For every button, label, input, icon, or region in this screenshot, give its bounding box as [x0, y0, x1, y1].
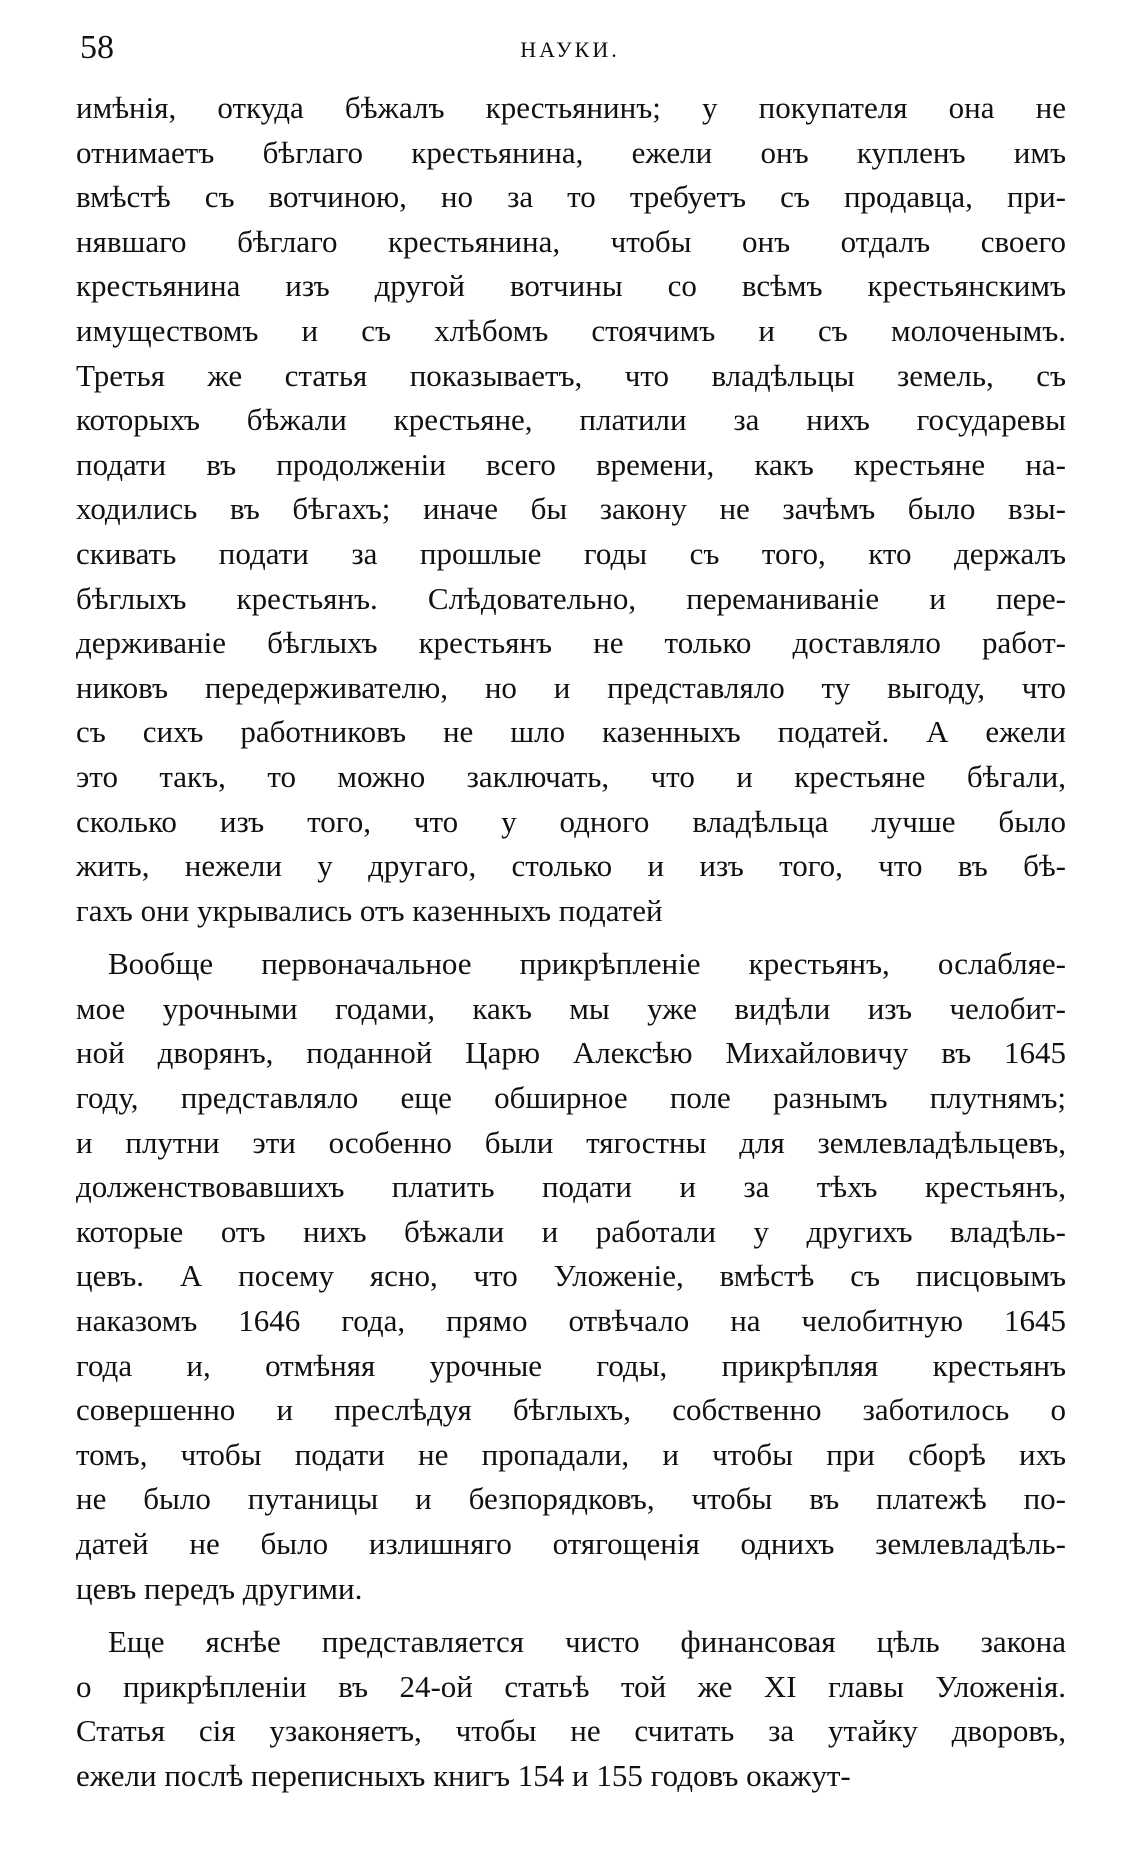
text-line: скивать подати за прошлые годы съ того, кто держалъ	[76, 535, 1066, 571]
text-line: никовъ передерживателю, но и представляло ту выгоду, что	[76, 669, 1066, 705]
paragraph-gap	[76, 933, 1066, 942]
text-line: цевъ передъ другими.	[76, 1570, 363, 1606]
text-line: ходились въ бѣгахъ; иначе бы закону не зачѣмъ было взы-	[76, 491, 1066, 527]
text-line: и плутни эти особенно были тягостны для землевладѣльцевъ,	[76, 1124, 1066, 1160]
text-line: сколько изъ того, что у одного владѣльца лучше было	[76, 803, 1066, 839]
text-line: нявшаго бѣглаго крестьянина, чтобы онъ отдалъ своего	[76, 223, 1066, 259]
text-line: съ сихъ работниковъ не шло казенныхъ податей. А ежели	[76, 714, 1066, 750]
text-line: вмѣстѣ съ вотчиною, но за то требуетъ съ продавца, при-	[76, 179, 1066, 215]
body-text	[76, 86, 1066, 1799]
paragraph-gap	[76, 1611, 1066, 1620]
text-line: подати въ продолженіи всего времени, какъ крестьяне на-	[76, 446, 1066, 482]
text-line: наказомъ 1646 года, прямо отвѣчало на челобитную 1645	[76, 1303, 1066, 1339]
text-line: томъ, чтобы подати не пропадали, и чтобы при сборѣ ихъ	[76, 1436, 1066, 1472]
text-line: имѣнія, откуда бѣжалъ крестьянинъ; у покупателя она не	[76, 90, 1066, 125]
text-line: гахъ они укрывались отъ казенныхъ податей	[76, 892, 663, 928]
text-line: мое урочными годами, какъ мы уже видѣли изъ челобит-	[76, 990, 1066, 1026]
text-line: долженствовавшихъ платить подати и за тѣхъ крестьянъ,	[76, 1169, 1066, 1205]
text-line: Вообще первоначальное прикрѣпленіе крестьянъ, ослабляе-	[108, 946, 1066, 982]
paragraph	[76, 86, 1066, 933]
text-line: года и, отмѣняя урочные годы, прикрѣпляя крестьянъ	[76, 1347, 1066, 1383]
text-line: году, представляло еще обширное поле разнымъ плутнямъ;	[76, 1080, 1066, 1116]
text-line: имуществомъ и съ хлѣбомъ стоячимъ и съ молоченымъ.	[76, 312, 1066, 348]
text-line: жить, нежели у другаго, столько и изъ того, что въ бѣ-	[76, 848, 1066, 884]
text-line: совершенно и преслѣдуя бѣглыхъ, собственно заботилось о	[76, 1392, 1066, 1428]
text-line: бѣглыхъ крестьянъ. Слѣдовательно, переманиваніе и пере-	[76, 580, 1066, 616]
running-head: НАУКИ.	[520, 37, 620, 62]
page-number: 58	[80, 29, 114, 66]
text-line: цевъ. А посему ясно, что Уложеніе, вмѣстѣ съ писцовымъ	[76, 1258, 1066, 1294]
text-line: которые отъ нихъ бѣжали и работали у другихъ владѣль-	[76, 1213, 1066, 1249]
text-line: Статья сія узаконяетъ, чтобы не считать за утайку дворовъ,	[76, 1713, 1066, 1749]
text-line: датей не было излишняго отягощенія однихъ землевладѣль-	[76, 1526, 1066, 1561]
text-line: это такъ, то можно заключать, что и крестьяне бѣгали,	[76, 758, 1066, 794]
text-line: о прикрѣпленіи въ 24-ой статьѣ той же XI главы Уложенія.	[76, 1668, 1066, 1704]
text-line: крестьянина изъ другой вотчины со всѣмъ крестьянскимъ	[76, 268, 1066, 304]
text-line: ной дворянъ, поданной Царю Алексѣю Михайловичу въ 1645	[76, 1035, 1066, 1071]
text-line: которыхъ бѣжали крестьяне, платили за нихъ государевы	[76, 402, 1066, 438]
text-line: держиваніе бѣглыхъ крестьянъ не только доставляло работ-	[76, 625, 1066, 661]
text-line: Третья же статья показываетъ, что владѣльцы земель, съ	[76, 357, 1066, 393]
paragraph	[76, 1620, 1066, 1798]
text-line: отнимаетъ бѣглаго крестьянина, ежели онъ купленъ имъ	[76, 134, 1066, 170]
text-line: не было путаницы и безпорядковъ, чтобы въ платежѣ по-	[76, 1481, 1066, 1517]
paragraph	[76, 942, 1066, 1611]
page-header	[80, 28, 1060, 68]
text-line: Еще яснѣе представляется чисто финансовая цѣль закона	[108, 1624, 1066, 1660]
text-line: ежели послѣ переписныхъ книгъ 154 и 155 годовъ окажут-	[76, 1757, 851, 1793]
